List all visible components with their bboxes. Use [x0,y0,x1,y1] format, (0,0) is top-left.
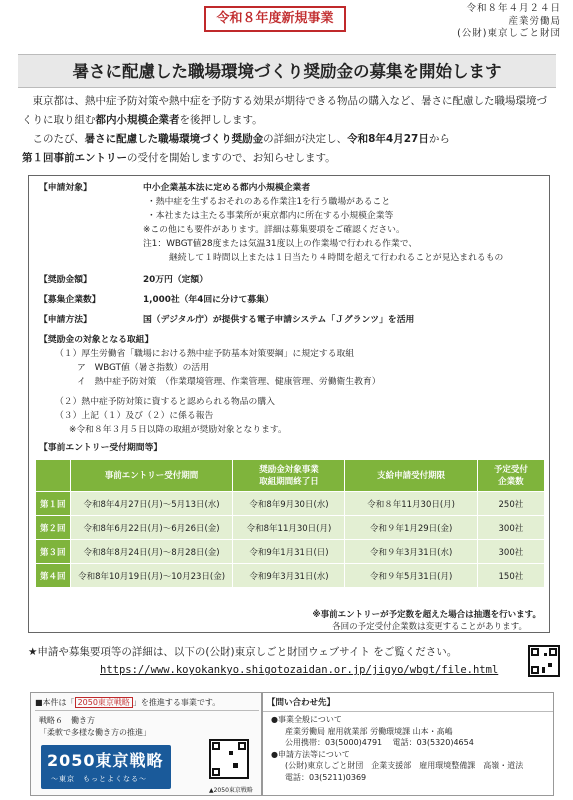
qr-code-icon [528,645,560,677]
target-sub-2: ・本社または主たる事業所が東京都内に所在する小規模企業等 [147,211,394,221]
table-cell: 令和8年11月30日(月) [233,516,345,540]
table-cell: 令和8年10月19日(月)〜10月23日(金) [70,564,233,588]
amount-label: 【奨励金額】 [39,275,92,285]
contact-heading: 【問い合わせ先】 [263,693,553,712]
scope-item-1: （１）厚生労働省「職場における熱中症予防基本対策要綱」に規定する取組 [55,349,355,359]
table-row [36,492,545,516]
target-sub-1: ・熱中症を生ずるおそれのある作業注1を行う職場があること [147,197,391,207]
table-cell: 令和９年5月31日(月) [345,564,477,588]
count-row [39,294,274,307]
qr-label: ▲2050東京戦略 [209,787,253,794]
table-header-cell: 奨励金対象事業 取組期間終了日 [233,460,345,492]
new-project-badge: 令和８年度新規事業 [204,6,346,32]
contact-panel [262,692,554,796]
table-header-cell: 予定受付 企業数 [477,460,544,492]
target-label: 【申請対象】 [39,183,92,193]
page-title: 暑さに配慮した職場環境づくり奨励金の募集を開始します [18,54,556,88]
issuer-block [457,3,561,41]
table-cell: 第３回 [36,540,71,564]
table-header-cell [36,460,71,492]
table-row [36,540,545,564]
table-cell: 第１回 [36,492,71,516]
table-cell: 令和８年11月30日(月) [345,492,477,516]
table-cell: 150社 [477,564,544,588]
contact-body: ●事業全般について 産業労働局 雇用就業部 労働環境課 山本・髙嶋 公用携帯：03(5000)4791 電話：03(5320)4654 ●申請方法等について (公財)東京しごと財団 企業支援部 雇用環境整備課 高嶺・道法 電話：03(5211)0369 [271,715,524,782]
amount-row [39,274,209,287]
table-cell: 令和8年8月24日(月)〜8月28日(金) [70,540,233,564]
lottery-note: ※事前エントリーが予定数を超えた場合は抽選を行います。 [312,610,541,620]
table-cell: 令和9年1月31日(日) [233,540,345,564]
capacity-note: 各回の予定受付企業数は変更することがあります。 [332,622,527,632]
target-sub-3: ※この他にも要件があります。詳細は募集要項をご確認ください。 [143,225,405,235]
table-header-cell: 事前エントリー受付期間 [70,460,233,492]
table-cell: 令和9年3月31日(水) [233,564,345,588]
scope-note: ※令和８年３月５日以降の取組が奨励対象となります。 [69,425,287,435]
strategy-text: 戦略６ 働き方 「柔軟で多様な働き方の推進」 [39,716,151,737]
table-cell: 第２回 [36,516,71,540]
method-value: 国（デジタル庁）が提供する電子申請システム「Ｊグランツ」を活用 [143,315,415,325]
table-cell: 令和９年3月31日(水) [345,540,477,564]
entry-schedule-table [35,459,545,588]
header [0,0,573,42]
table-row [36,564,545,588]
method-row [39,314,415,327]
intro-paragraph-2: このたび、暑さに配慮した職場環境づくり奨励金の詳細が決定し、令和8年4月27日から [32,133,450,145]
issue-date: 令和８年４月２４日 [466,3,561,14]
intro-paragraph-1: 東京都は、熱中症予防対策や熱中症を予防する効果が期待できる物品の購入など、暑さに配慮した職場環境づくりに取り組む都内小規模企業者を後押しします。 [22,95,547,126]
table-cell: 第４回 [36,564,71,588]
website-link[interactable]: https://www.koyokankyo.shigotozaidan.or.jp/jigyo/wbgt/file.html [100,664,499,676]
amount-value: 20万円（定額） [143,275,209,285]
period-label: 【事前エントリー受付期間等】 [39,443,163,453]
method-label: 【申請方法】 [39,315,92,325]
count-value: 1,000社（年4回に分けて募集） [143,295,274,305]
tokyo-strategy-logo: 2050東京戦略 〜東京 もっとよくなる〜 [41,745,171,789]
table-cell: 令和8年9月30日(水) [233,492,345,516]
intro-text [22,92,556,168]
table-cell: 令和９年1月29日(金) [345,516,477,540]
issuer-bureau: 産業労働局 [508,15,561,27]
target-value: 中小企業基本法に定める都内小規模企業者 [143,183,311,193]
strategy-panel [30,692,262,796]
qr-code-icon [209,739,249,779]
info-line: ★申請や募集要項等の詳細は、以下の(公財)東京しごと財団ウェブサイト をご覧ください。 [28,646,458,658]
table-cell: 300社 [477,516,544,540]
intro-paragraph-3: 第１回事前エントリーの受付を開始しますので、お知らせします。 [22,152,336,164]
issuer-foundation: (公財)東京しごと財団 [457,28,561,39]
table-header-row [36,460,545,492]
table-cell: 令和8年4月27日(月)〜5月13日(水) [70,492,233,516]
scope-label: 【奨励金の対象となる取組】 [39,335,154,345]
target-note-1: 注1：WBGT値28度または気温31度以上の作業場で行われる作業で、 [143,239,418,249]
count-label: 【募集企業数】 [39,295,101,305]
scope-item-3: （３）上記（１）及び（２）に係る報告 [55,411,214,421]
table-cell: 300社 [477,540,544,564]
table-row [36,516,545,540]
table-header-cell: 支給申請受付期限 [345,460,477,492]
scope-item-1b: イ 熱中症予防対策 （作業環境管理、作業管理、健康管理、労働衛生教育） [77,377,381,387]
table-cell: 令和8年6月22日(月)〜6月26日(金) [70,516,233,540]
table-cell: 250社 [477,492,544,516]
details-box [28,175,550,633]
target-row [39,182,311,195]
scope-item-2: （２）熱中症予防対策に資すると認められる物品の購入 [55,397,275,407]
scope-item-1a: ア WBGT値（暑さ指数）の活用 [77,363,210,373]
strategy-line: ■本件は「 2050東京戦略 」を推進する事業です。 [35,697,259,711]
target-note-2: 継続して１時間以上または１日当たり４時間を超えて行われることが見込まれるもの [169,253,504,263]
